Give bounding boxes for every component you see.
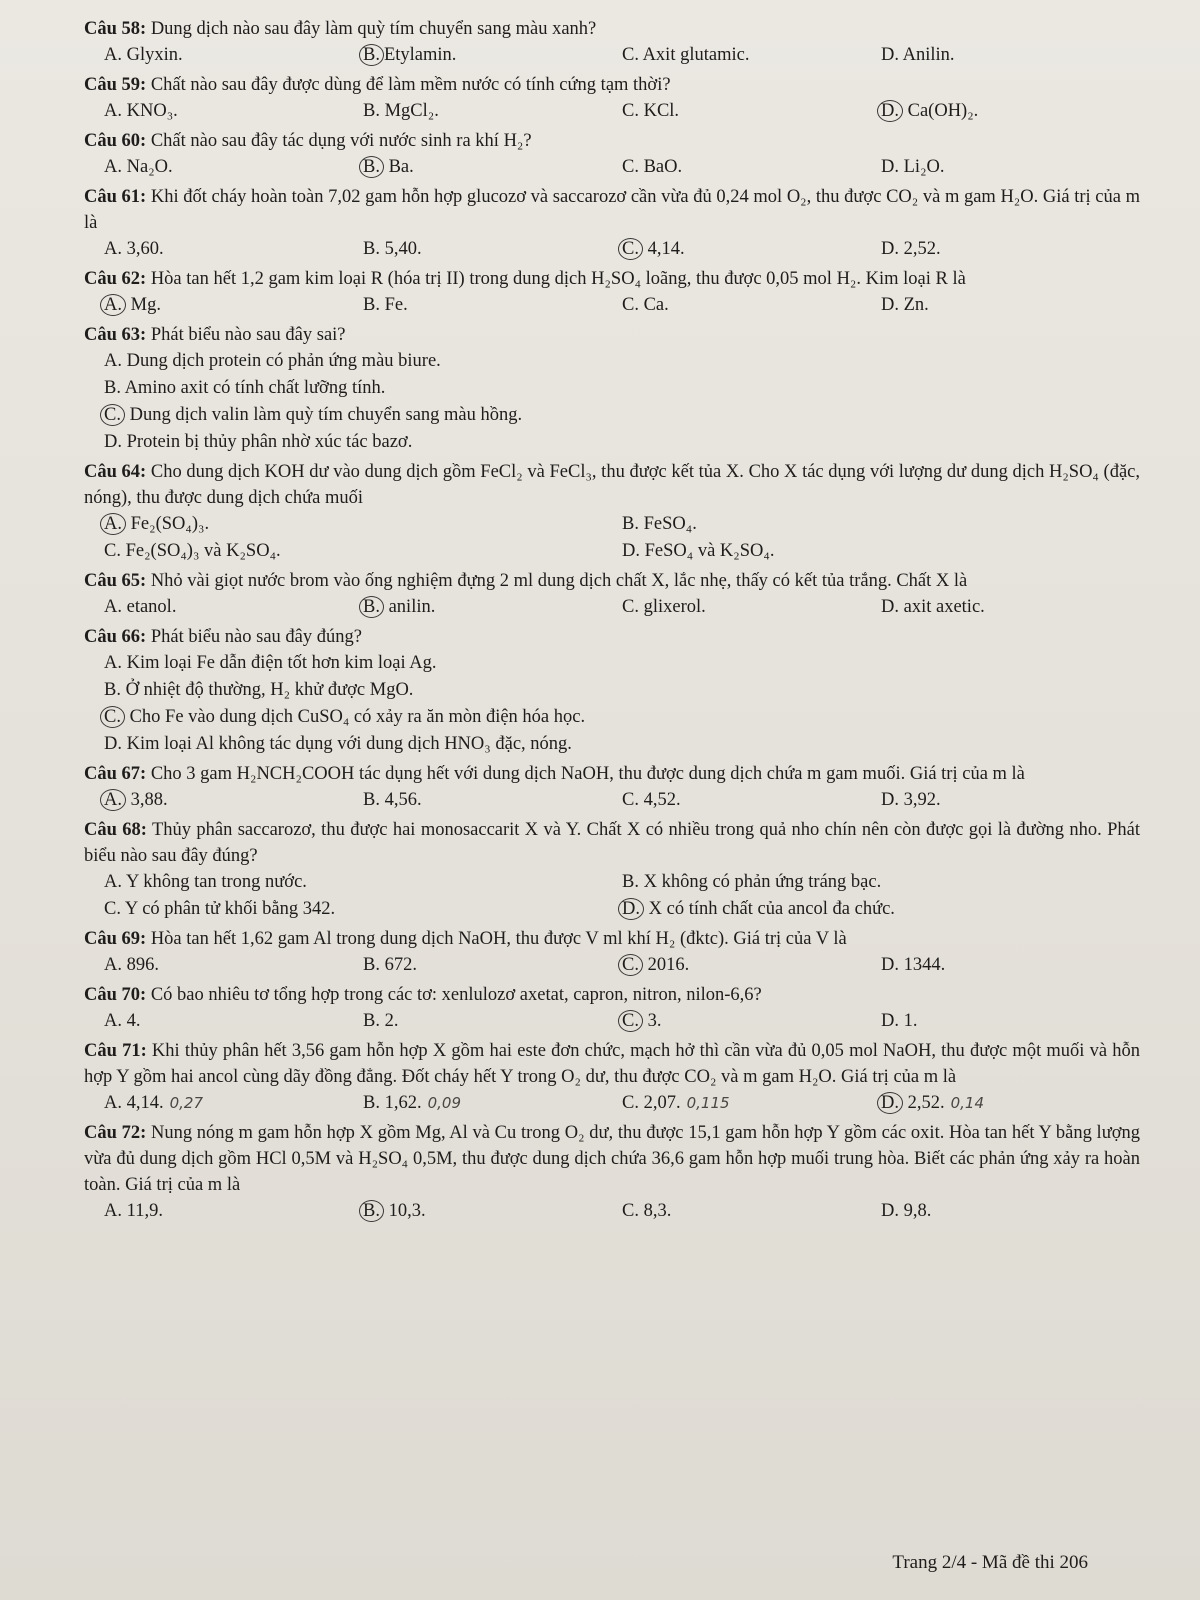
answer-text: Amino axit có tính chất lưỡng tính. [120, 378, 386, 398]
answer-text: Dung dịch valin làm quỳ tím chuyển sang màu hồng. [124, 405, 523, 425]
answer-option [622, 1008, 881, 1035]
answer-option [363, 787, 622, 814]
question-number: Câu 58: [84, 19, 147, 39]
answer-option [104, 1090, 363, 1117]
answer-text: 2,07. [638, 1093, 681, 1113]
answer-text: glixerol. [638, 597, 706, 617]
answer-option [363, 1008, 622, 1035]
question-text: Chất nào sau đây tác dụng với nước sinh ra khí H₂? [146, 131, 532, 151]
answer-text: anilin. [383, 597, 436, 617]
answer-option [363, 594, 622, 621]
question-text: Thủy phân saccarozơ, thu được hai monosaccarit X và Y. Chất X có nhiều trong quả nho chín nên còn được gọi là đường nho. Phát biểu nào sau đây đúng? [84, 820, 1140, 866]
question-stem [84, 982, 1140, 1008]
answer-text: Anilin. [899, 45, 955, 65]
answer-label: A. [104, 45, 122, 65]
answer-option [622, 511, 1140, 538]
circled-answer-label: B. [359, 44, 384, 66]
answer-label: D. [881, 239, 899, 259]
question-text: Khi thủy phân hết 3,56 gam hỗn hợp X gồm hai este đơn chức, mạch hở thì cần vừa đủ 0,05 mol NaOH, thu được một muối và hỗn hợp Y gồm hai ancol cùng dãy đồng đẳng. Đốt cháy hết Y trong O₂ dư, thu được CO₂ và m gam H₂O. Giá trị của m là [84, 1041, 1140, 1087]
answer-text: Y không tan trong nước. [122, 872, 307, 892]
answer-options [84, 594, 1140, 621]
answer-option [622, 787, 881, 814]
question-stem [84, 624, 1140, 650]
answer-label: B. [363, 790, 380, 810]
page-footer: Trang 2/4 - Mã đề thi 206 [892, 1552, 1088, 1573]
answer-label: B. [104, 378, 121, 398]
answer-option [363, 1198, 622, 1225]
handwritten-note: 0,27 [169, 1094, 204, 1112]
answer-text: 896. [122, 955, 159, 975]
answer-text: Na₂O. [122, 157, 173, 177]
answer-label: A. [104, 955, 122, 975]
answer-label: B. [363, 295, 380, 315]
answer-option [104, 896, 622, 923]
answer-options [84, 869, 1140, 923]
question-stem [84, 266, 1140, 292]
question-block [84, 761, 1140, 814]
question-block [84, 1038, 1140, 1117]
answer-label: D. [881, 790, 899, 810]
answer-label: B. [363, 1093, 380, 1113]
answer-option [881, 292, 1140, 319]
answer-label: B. [363, 101, 380, 121]
answer-text: Ca(OH)₂. [903, 101, 979, 121]
answer-option [622, 154, 881, 181]
circled-answer-label: D. [618, 898, 644, 920]
answer-label: A. [104, 1093, 122, 1113]
question-list [84, 16, 1140, 1225]
question-text: Chất nào sau đây được dùng để làm mềm nước có tính cứng tạm thời? [146, 75, 671, 95]
answer-option [104, 429, 1140, 456]
answer-options [84, 42, 1140, 69]
answer-text: Kim loại Al không tác dụng với dung dịch HNO₃ đặc, nóng. [122, 734, 572, 754]
answer-option [104, 511, 622, 538]
answer-text: 4. [122, 1011, 141, 1031]
answer-label: A. [104, 351, 122, 371]
answer-label: B. [363, 239, 380, 259]
answer-option [622, 1198, 881, 1225]
question-number: Câu 72: [84, 1123, 147, 1143]
question-stem [84, 761, 1140, 787]
answer-text: Fe₂(SO₄)₃ và K₂SO₄. [120, 541, 281, 561]
question-number: Câu 70: [84, 985, 147, 1005]
answer-text: FeSO₄ và K₂SO₄. [640, 541, 775, 561]
question-text: Cho 3 gam H₂NCH₂COOH tác dụng hết với dung dịch NaOH, thu được dung dịch chứa m gam muối. Giá trị của m là [146, 764, 1025, 784]
answer-option [622, 869, 1140, 896]
answer-text: Glyxin. [122, 45, 183, 65]
answer-text: 4,56. [379, 790, 422, 810]
answer-text: 5,40. [379, 239, 422, 259]
answer-option [104, 677, 1140, 704]
question-stem [84, 184, 1140, 236]
answer-text: FeSO₄. [638, 514, 697, 534]
question-number: Câu 65: [84, 571, 147, 591]
answer-option [104, 292, 363, 319]
answer-label: C. [622, 597, 639, 617]
circled-answer-label: B. [359, 156, 384, 178]
answer-options [84, 348, 1140, 456]
answer-option [104, 42, 363, 69]
answer-text: 10,3. [383, 1201, 426, 1221]
question-text: Nhỏ vài giọt nước brom vào ống nghiệm đựng 2 ml dung dịch chất X, lắc nhẹ, thấy có kết tủa trắng. Chất X là [146, 571, 968, 591]
question-text: Phát biểu nào sau đây đúng? [146, 627, 362, 647]
answer-label: B. [363, 955, 380, 975]
answer-label: A. [104, 1201, 122, 1221]
answer-label: C. [104, 899, 121, 919]
answer-option [104, 594, 363, 621]
answer-text: 3. [642, 1011, 662, 1031]
answer-text: Protein bị thủy phân nhờ xúc tác bazơ. [122, 432, 413, 452]
answer-text: Zn. [899, 295, 929, 315]
question-block [84, 926, 1140, 979]
answer-option [104, 704, 1140, 731]
answer-label: D. [104, 734, 122, 754]
answer-text: Li₂O. [899, 157, 945, 177]
answer-text: Etylamin. [383, 45, 457, 65]
answer-option [881, 787, 1140, 814]
answer-label: C. [104, 541, 121, 561]
answer-text: Kim loại Fe dẫn điện tốt hơn kim loại Ag. [122, 653, 437, 673]
answer-label: B. [363, 1011, 380, 1031]
question-text: Hòa tan hết 1,2 gam kim loại R (hóa trị II) trong dung dịch H₂SO₄ loãng, thu được 0,05 mol H₂. Kim loại R là [146, 269, 966, 289]
answer-text: Ở nhiệt độ thường, H₂ khử được MgO. [120, 680, 414, 700]
answer-option [363, 952, 622, 979]
question-block [84, 624, 1140, 758]
question-block [84, 16, 1140, 69]
question-text: Phát biểu nào sau đây sai? [146, 325, 346, 345]
answer-option [104, 952, 363, 979]
answer-label: D. [881, 295, 899, 315]
answer-option [622, 292, 881, 319]
answer-option [104, 731, 1140, 758]
answer-option [881, 98, 1140, 125]
answer-label: A. [104, 653, 122, 673]
answer-option [104, 1198, 363, 1225]
answer-text: etanol. [122, 597, 177, 617]
answer-label: C. [622, 1093, 639, 1113]
answer-option [881, 236, 1140, 263]
answer-option [622, 594, 881, 621]
answer-text: 3,60. [122, 239, 164, 259]
question-text: Nung nóng m gam hỗn hợp X gồm Mg, Al và Cu trong O₂ dư, thu được 15,1 gam hỗn hợp Y gồm các oxit. Hòa tan hết Y bằng lượng vừa đủ dung dịch gồm HCl 0,5M và H₂SO₄ 0,5M, thu được dung dịch chứa 36,6 gam hỗn hợp muối trung hòa. Biết các phản ứng xảy ra hoàn toàn. Giá trị của m là [84, 1123, 1141, 1195]
answer-label: D. [104, 432, 122, 452]
handwritten-note: 0,09 [427, 1094, 461, 1112]
question-text: Hòa tan hết 1,62 gam Al trong dung dịch NaOH, thu được V ml khí H₂ (đktc). Giá trị của V là [146, 929, 847, 949]
circled-answer-label: D. [877, 1092, 903, 1114]
circled-answer-label: C. [100, 706, 125, 728]
answer-text: axit axetic. [899, 597, 985, 617]
answer-options [84, 1008, 1140, 1035]
answer-text: 1. [899, 1011, 918, 1031]
question-number: Câu 67: [84, 764, 147, 784]
answer-label: D. [881, 1201, 899, 1221]
answer-label: D. [881, 1011, 899, 1031]
answer-option [881, 952, 1140, 979]
question-block [84, 568, 1140, 621]
answer-options [84, 787, 1140, 814]
answer-label: C. [622, 157, 639, 177]
answer-label: D. [881, 955, 899, 975]
answer-text: Axit glutamic. [638, 45, 750, 65]
answer-text: Y có phân tử khối bằng 342. [120, 899, 336, 919]
answer-option [363, 154, 622, 181]
answer-option [881, 1008, 1140, 1035]
answer-label: C. [622, 101, 639, 121]
answer-option [104, 1008, 363, 1035]
answer-options [84, 154, 1140, 181]
question-number: Câu 66: [84, 627, 147, 647]
answer-option [622, 538, 1140, 565]
answer-label: C. [622, 790, 639, 810]
question-stem [84, 1038, 1140, 1090]
answer-options [84, 511, 1140, 565]
answer-label: C. [622, 45, 639, 65]
answer-label: A. [104, 239, 122, 259]
question-block [84, 1120, 1140, 1225]
answer-option [622, 236, 881, 263]
answer-options [84, 98, 1140, 125]
answer-option [363, 98, 622, 125]
answer-text: 11,9. [122, 1201, 163, 1221]
answer-option [104, 154, 363, 181]
answer-label: A. [104, 1011, 122, 1031]
answer-label: B. [104, 680, 121, 700]
answer-text: X có tính chất của ancol đa chức. [644, 899, 895, 919]
answer-text: 3,92. [899, 790, 941, 810]
answer-text: MgCl₂. [379, 101, 439, 121]
answer-options [84, 1198, 1140, 1225]
answer-option [622, 98, 881, 125]
answer-text: 1344. [899, 955, 946, 975]
answer-option [363, 42, 622, 69]
question-number: Câu 62: [84, 269, 147, 289]
handwritten-note: 0,14 [950, 1094, 985, 1112]
question-number: Câu 69: [84, 929, 147, 949]
answer-label: D. [881, 45, 899, 65]
question-number: Câu 63: [84, 325, 147, 345]
question-stem [84, 817, 1140, 869]
question-stem [84, 568, 1140, 594]
answer-label: D. [622, 541, 640, 561]
answer-option [622, 952, 881, 979]
question-number: Câu 64: [84, 462, 147, 482]
answer-options [84, 292, 1140, 319]
answer-option [363, 1090, 622, 1117]
answer-option [881, 154, 1140, 181]
answer-label: A. [104, 157, 122, 177]
answer-option [363, 292, 622, 319]
circled-answer-label: C. [618, 954, 643, 976]
answer-options [84, 1090, 1140, 1117]
answer-option [104, 236, 363, 263]
question-text: Khi đốt cháy hoàn toàn 7,02 gam hỗn hợp glucozơ và saccarozơ cần vừa đủ 0,24 mol O₂, thu được CO₂ và m gam H₂O. Giá trị của m là [84, 187, 1140, 233]
question-block [84, 184, 1140, 263]
question-stem [84, 1120, 1140, 1198]
answer-text: 4,52. [638, 790, 681, 810]
question-block [84, 817, 1140, 923]
circled-answer-label: B. [359, 1200, 384, 1222]
circled-answer-label: A. [100, 789, 126, 811]
answer-text: Fe₂(SO₄)₃. [126, 514, 210, 534]
answer-label: C. [622, 1201, 639, 1221]
handwritten-note: 0,115 [686, 1094, 730, 1112]
circled-answer-label: A. [100, 513, 126, 535]
answer-text: Fe. [379, 295, 408, 315]
question-number: Câu 71: [84, 1041, 147, 1061]
question-text: Cho dung dịch KOH dư vào dung dịch gồm FeCl₂ và FeCl₃, thu được kết tủa X. Cho X tác dụng với lượng dư dung dịch H₂SO₄ (đặc, nóng), thu được dung dịch chứa muối [84, 462, 1140, 508]
answer-option [104, 98, 363, 125]
answer-option [881, 1090, 1140, 1117]
answer-option [104, 787, 363, 814]
answer-text: 2. [379, 1011, 399, 1031]
answer-text: 3,88. [126, 790, 168, 810]
answer-text: BaO. [638, 157, 683, 177]
answer-text: 2016. [642, 955, 690, 975]
question-text: Có bao nhiêu tơ tổng hợp trong các tơ: xenlulozơ axetat, capron, nitron, nilon-6,6? [146, 985, 762, 1005]
answer-option [104, 348, 1140, 375]
circled-answer-label: D. [877, 100, 903, 122]
answer-text: 9,8. [899, 1201, 932, 1221]
answer-option [881, 42, 1140, 69]
question-number: Câu 59: [84, 75, 147, 95]
question-stem [84, 926, 1140, 952]
answer-label: B. [622, 872, 639, 892]
answer-text: Dung dịch protein có phản ứng màu biure. [122, 351, 441, 371]
answer-text: X không có phản ứng tráng bạc. [638, 872, 882, 892]
question-block [84, 982, 1140, 1035]
question-number: Câu 61: [84, 187, 147, 207]
question-block [84, 459, 1140, 565]
question-stem [84, 72, 1140, 98]
circled-answer-label: A. [100, 294, 126, 316]
question-stem [84, 128, 1140, 154]
question-number: Câu 60: [84, 131, 147, 151]
answer-label: D. [881, 157, 899, 177]
answer-option [104, 869, 622, 896]
question-stem [84, 459, 1140, 511]
answer-options [84, 952, 1140, 979]
answer-option [622, 42, 881, 69]
answer-text: KNO₃. [122, 101, 178, 121]
answer-options [84, 650, 1140, 758]
answer-text: Ba. [383, 157, 414, 177]
answer-text: 2,52. [899, 239, 941, 259]
answer-label: A. [104, 101, 122, 121]
question-block [84, 128, 1140, 181]
answer-text: KCl. [638, 101, 680, 121]
answer-option [104, 402, 1140, 429]
answer-option [881, 594, 1140, 621]
answer-text: Ca. [638, 295, 669, 315]
circled-answer-label: C. [618, 1010, 643, 1032]
answer-label: D. [881, 597, 899, 617]
answer-option [104, 538, 622, 565]
circled-answer-label: B. [359, 596, 384, 618]
question-block [84, 266, 1140, 319]
answer-label: A. [104, 597, 122, 617]
answer-text: 672. [379, 955, 417, 975]
answer-text: 4,14. [642, 239, 685, 259]
answer-text: 2,52. [903, 1093, 945, 1113]
answer-text: 4,14. [122, 1093, 164, 1113]
answer-label: C. [622, 295, 639, 315]
answer-text: Cho Fe vào dung dịch CuSO₄ có xảy ra ăn mòn điện hóa học. [124, 707, 586, 727]
answer-option [881, 1198, 1140, 1225]
answer-options [84, 236, 1140, 263]
question-text: Dung dịch nào sau đây làm quỳ tím chuyển sang màu xanh? [146, 19, 597, 39]
circled-answer-label: C. [100, 404, 125, 426]
circled-answer-label: C. [618, 238, 643, 260]
answer-option [622, 1090, 881, 1117]
answer-option [363, 236, 622, 263]
question-stem [84, 16, 1140, 42]
answer-option [104, 375, 1140, 402]
answer-text: 1,62. [379, 1093, 422, 1113]
question-stem [84, 322, 1140, 348]
question-block [84, 322, 1140, 456]
answer-label: B. [622, 514, 639, 534]
question-number: Câu 68: [84, 820, 147, 840]
answer-option [622, 896, 1140, 923]
answer-text: Mg. [126, 295, 161, 315]
answer-label: A. [104, 872, 122, 892]
question-block [84, 72, 1140, 125]
answer-option [104, 650, 1140, 677]
answer-text: 8,3. [638, 1201, 672, 1221]
